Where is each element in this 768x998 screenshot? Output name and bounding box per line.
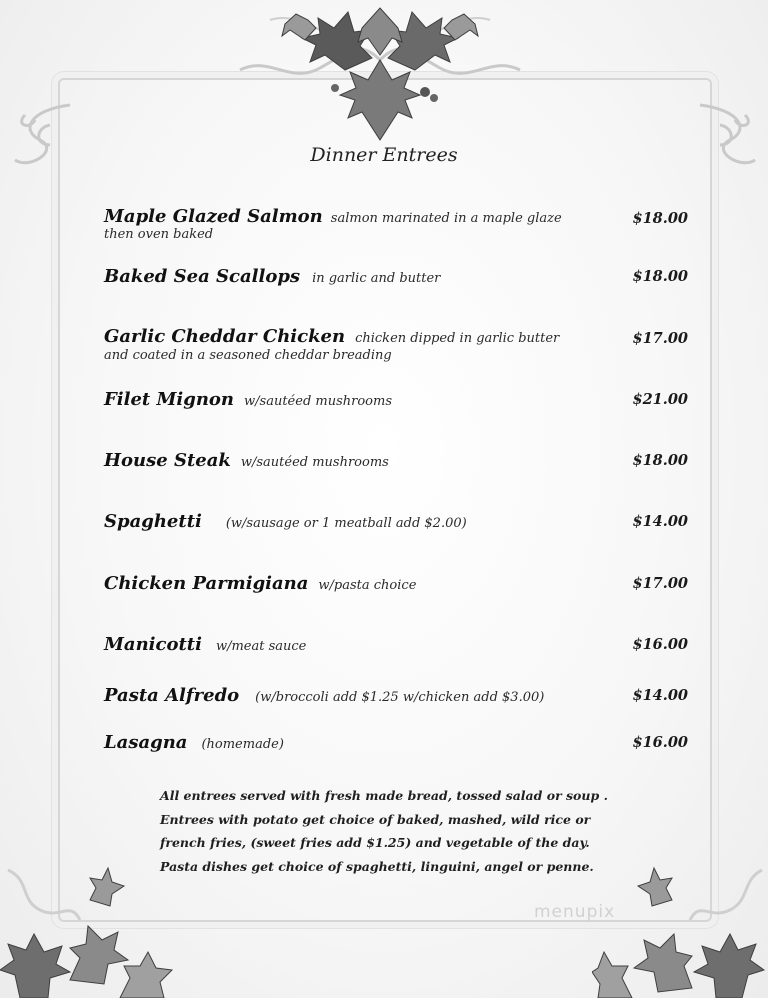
menu-item	[104, 206, 694, 242]
note-line: Pasta dishes get choice of spaghetti, linguini, angel or penne.	[160, 858, 594, 874]
note-line: french fries, (sweet fries add $1.25) and vegetable of the day.	[160, 835, 590, 850]
item-price: $14.00	[632, 687, 688, 704]
menu-item	[104, 573, 694, 594]
watermark-text: menupix	[534, 902, 616, 922]
item-name: Chicken Parmigiana	[104, 573, 309, 594]
menu-item	[104, 326, 694, 363]
item-name: Filet Mignon	[104, 389, 235, 410]
item-description-line2: then oven baked	[104, 227, 214, 242]
item-price: $18.00	[632, 210, 688, 227]
bottom-left-leaf-ornament	[0, 860, 190, 998]
item-name: Maple Glazed Salmon	[104, 206, 323, 227]
item-description-line2: and coated in a seasoned cheddar breading	[104, 348, 392, 363]
item-description: (homemade)	[201, 737, 284, 752]
item-price: $16.00	[632, 636, 688, 653]
menu-item	[104, 732, 694, 753]
note-line: All entrees served with fresh made bread, tossed salad or soup .	[160, 788, 608, 803]
note-line: Entrees with potato get choice of baked, mashed, wild rice or	[160, 811, 591, 827]
menu-item	[104, 511, 694, 532]
item-description: (w/sausage or 1 meatball add $2.00)	[225, 516, 467, 531]
item-price: $17.00	[632, 330, 688, 347]
item-price: $16.00	[632, 734, 688, 751]
left-swirl-ornament	[10, 100, 80, 180]
top-leaf-ornament	[230, 0, 530, 145]
item-name: Pasta Alfredo	[104, 685, 240, 706]
item-description: (w/broccoli add $1.25 w/chicken add $3.00)	[255, 690, 545, 705]
item-description: w/pasta choice	[318, 578, 417, 593]
item-description: w/sautéed mushrooms	[240, 455, 389, 470]
menu-item	[104, 266, 694, 287]
item-description: salmon marinated in a maple glaze	[330, 211, 562, 226]
item-name: Garlic Cheddar Chicken	[104, 326, 346, 347]
item-price: $17.00	[632, 575, 688, 592]
item-price: $18.00	[632, 268, 688, 285]
item-name: Manicotti	[104, 634, 202, 655]
item-description: w/meat sauce	[215, 639, 307, 654]
menu-item	[104, 389, 694, 410]
menu-item	[104, 450, 694, 471]
item-description: chicken dipped in garlic butter	[355, 331, 560, 346]
item-description: in garlic and butter	[312, 271, 441, 286]
menu-item	[104, 634, 694, 655]
item-name: Spaghetti	[104, 511, 202, 532]
menu-item	[104, 685, 694, 706]
entree-notes	[160, 784, 680, 878]
bottom-right-leaf-ornament	[592, 860, 768, 998]
item-name: Baked Sea Scallops	[104, 266, 301, 287]
item-name: Lasagna	[104, 732, 188, 753]
item-price: $18.00	[632, 452, 688, 469]
menu-title: Dinner Entrees	[310, 144, 458, 166]
item-price: $14.00	[632, 513, 688, 530]
item-name: House Steak	[104, 450, 231, 471]
right-swirl-ornament	[690, 100, 760, 180]
item-price: $21.00	[632, 391, 688, 408]
item-description: w/sautéed mushrooms	[244, 394, 393, 409]
